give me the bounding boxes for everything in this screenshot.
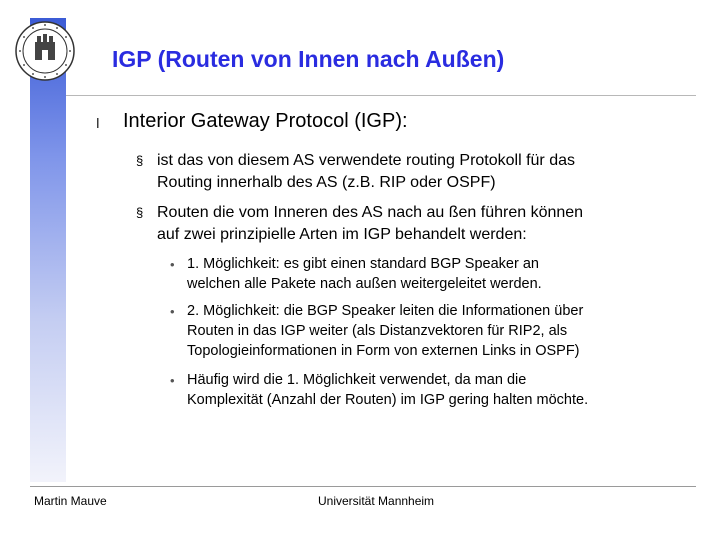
text-line: Topologieinformationen in Form von externen Links in OSPF) <box>187 343 580 359</box>
level2-item <box>157 202 697 246</box>
text-line: Häufig wird die 1. Möglichkeit verwendet, da man die <box>187 372 527 388</box>
text-line: Routen die vom Inneren des AS nach au ßen führen können <box>157 204 584 221</box>
decorative-side-bar <box>30 18 66 482</box>
level3-marker: • <box>170 373 175 388</box>
footer-divider <box>30 486 696 487</box>
level3-item <box>187 301 707 361</box>
title-divider <box>66 95 696 96</box>
text-line: Komplexität (Anzahl der Routen) im IGP gering halten möchte. <box>187 392 589 408</box>
text-line: welchen alle Pakete nach außen weitergeleitet werden. <box>187 276 542 292</box>
text-line: Routing innerhalb des AS (z.B. RIP oder OSPF) <box>157 174 496 191</box>
level3-marker: • <box>170 304 175 319</box>
text-line: Routen in das IGP weiter (als Distanzvektoren für RIP2, als <box>187 323 568 339</box>
level2-marker: § <box>136 205 144 220</box>
text-line: auf zwei prinzipielle Arten im IGP behandelt werden: <box>157 226 527 243</box>
level1-bullet: l <box>96 117 100 132</box>
text-line: ist das von diesem AS verwendete routing Protokoll für das <box>157 152 575 169</box>
level2-marker: § <box>136 153 144 168</box>
slide-title: IGP (Routen von Innen nach Außen) <box>112 46 505 72</box>
footer-institution: Universität Mannheim <box>318 494 435 508</box>
footer-author: Martin Mauve <box>34 494 107 508</box>
level3-marker: • <box>170 257 175 272</box>
level2-item <box>157 150 697 194</box>
level3-item <box>187 370 707 410</box>
level1-text: Interior Gateway Protocol (IGP): <box>123 110 408 132</box>
text-line: 1. Möglichkeit: es gibt einen standard BGP Speaker an <box>187 256 539 272</box>
text-line: 2. Möglichkeit: die BGP Speaker leiten die Informationen über <box>187 303 584 319</box>
university-seal-icon <box>14 20 76 82</box>
level3-item <box>187 254 707 294</box>
